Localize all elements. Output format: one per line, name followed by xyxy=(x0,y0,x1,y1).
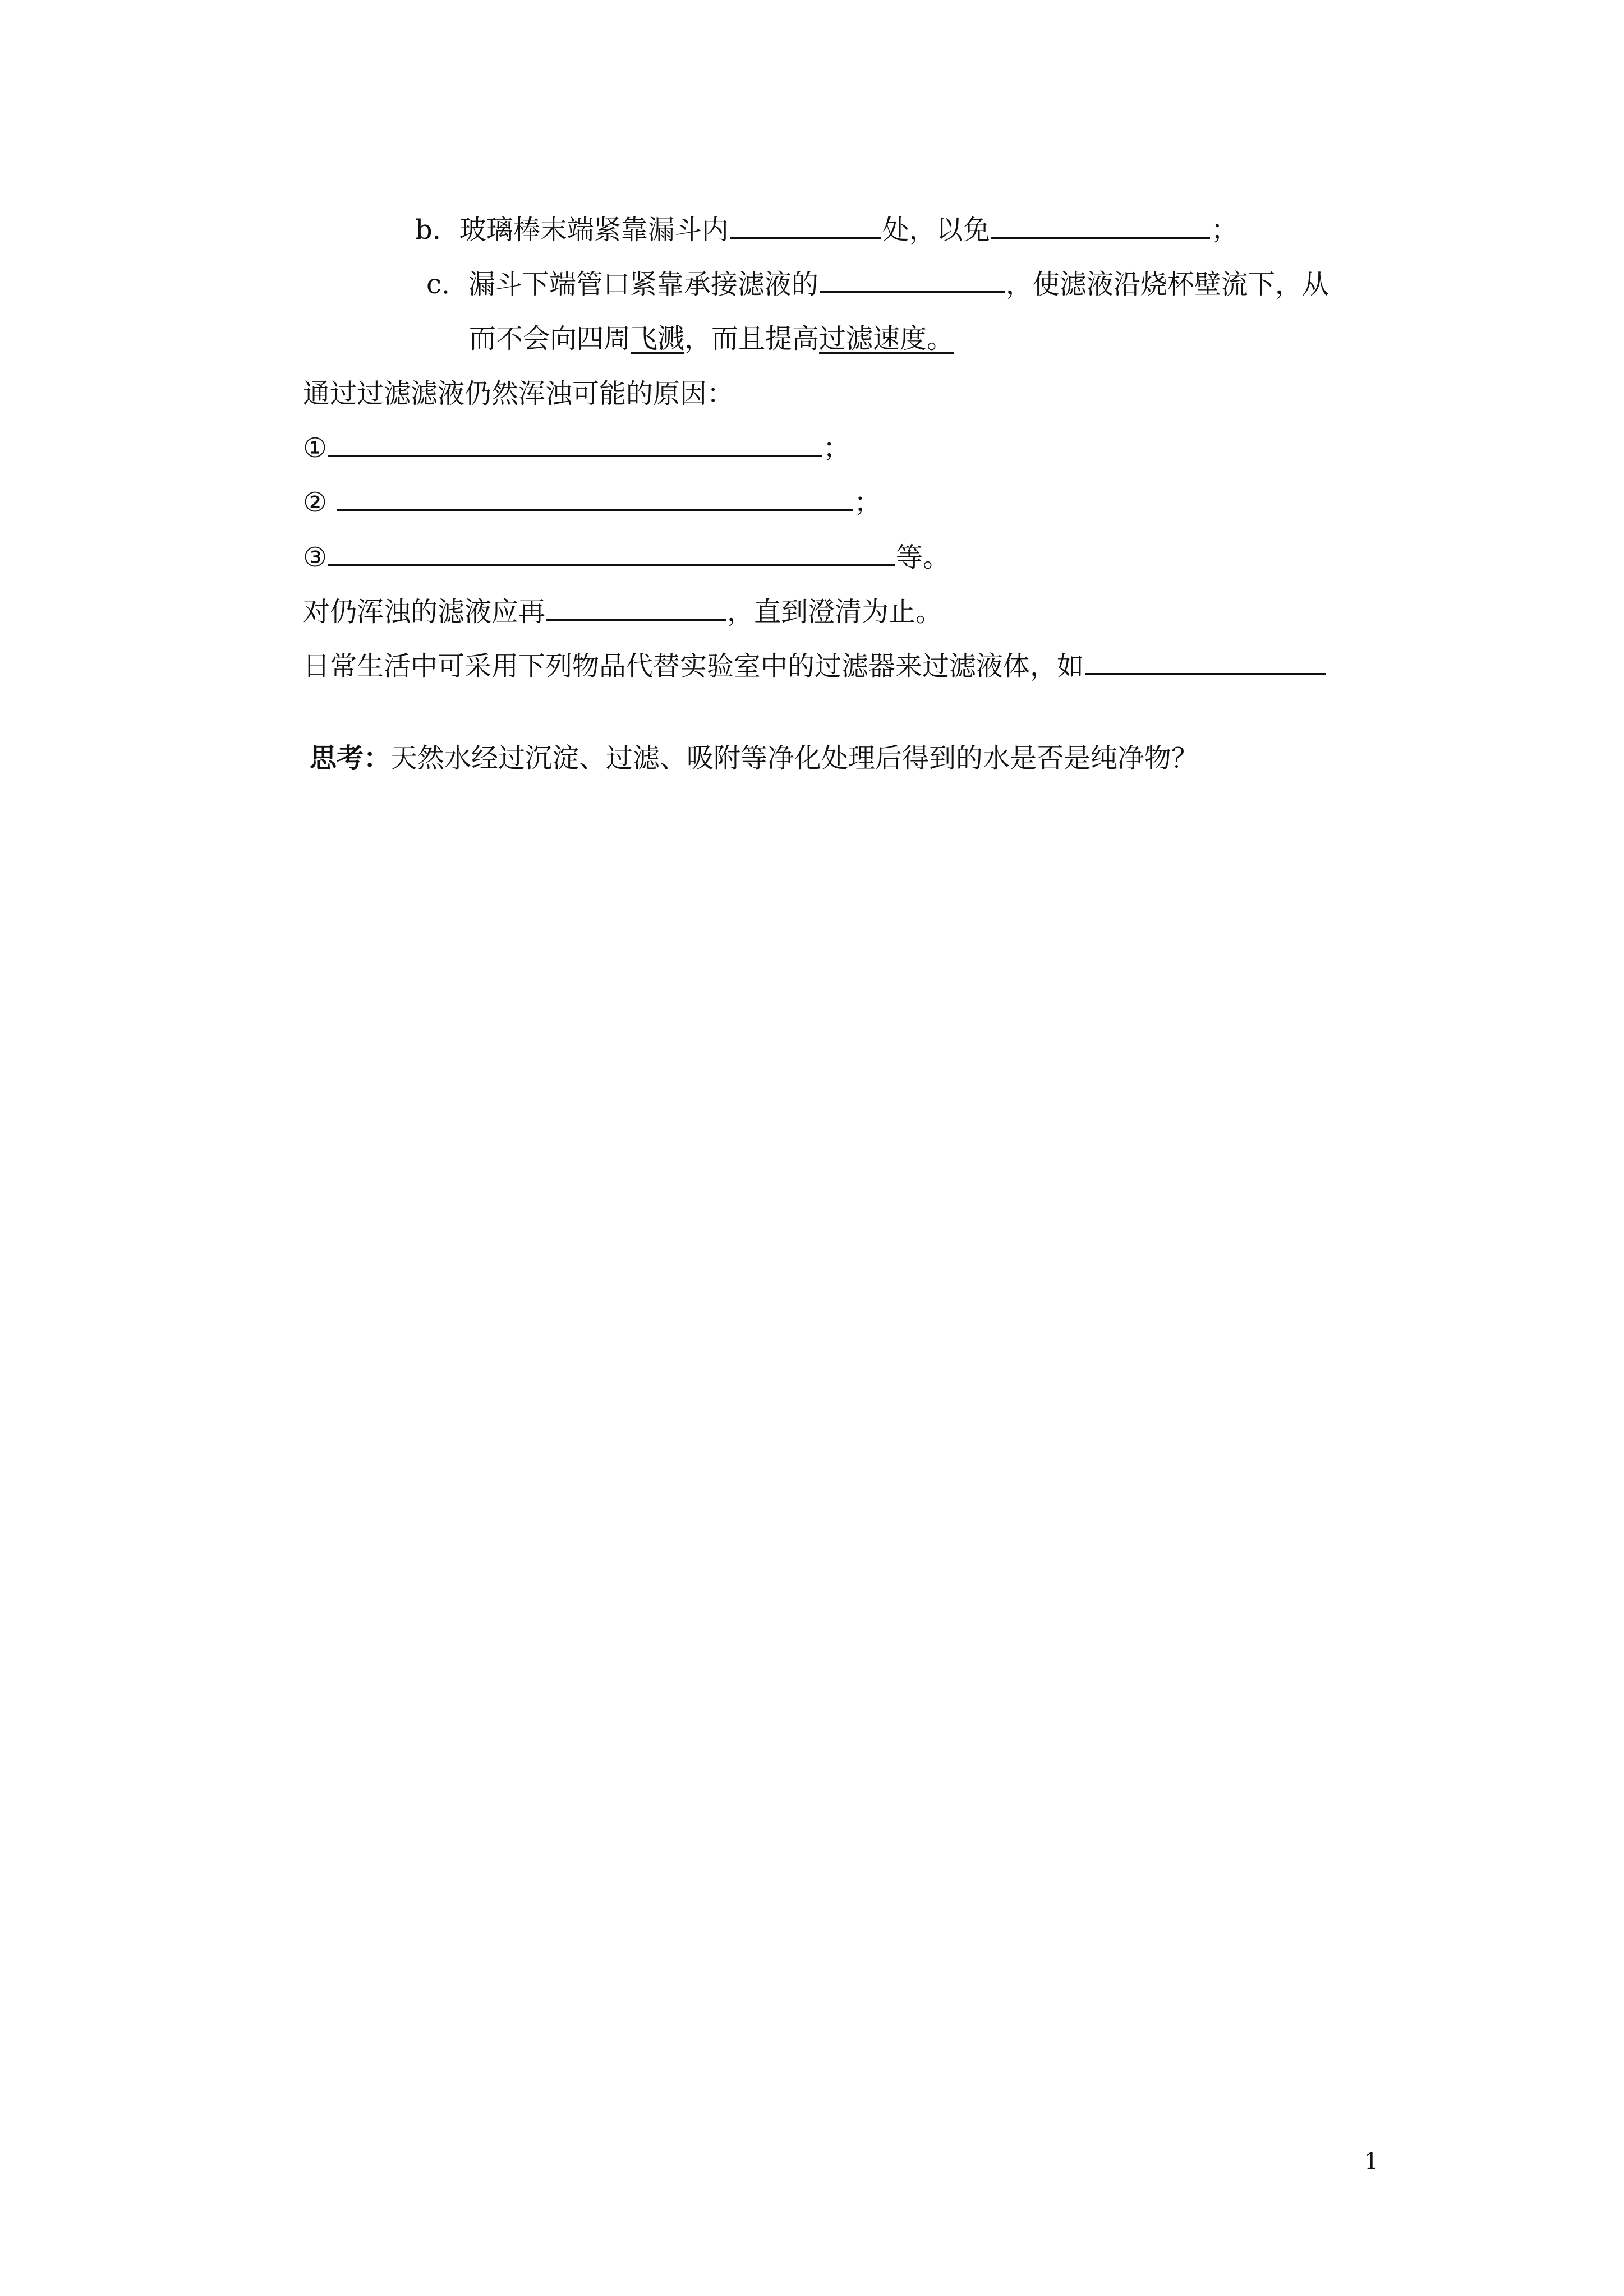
item-b-middle: 处，以免 xyxy=(882,214,990,246)
item-c-prefix: c．漏斗下端管口紧靠承接滤液的 xyxy=(426,269,818,300)
item-b-blank-1[interactable] xyxy=(730,212,881,239)
reason-2-marker: ② xyxy=(303,487,336,518)
item-b-prefix: b．玻璃棒末端紧靠漏斗内 xyxy=(415,214,729,246)
item-b-line xyxy=(415,212,1238,248)
c2-underlined-splash: 飞溅 xyxy=(631,323,685,354)
refilter-line xyxy=(303,594,942,630)
think-label: 思考： xyxy=(310,743,391,774)
daily-life-line xyxy=(303,648,1327,684)
reason-2 xyxy=(303,485,881,520)
item-b-blank-2[interactable] xyxy=(991,212,1210,239)
c2-text-3: ，而且提高 xyxy=(684,323,820,354)
daily-life-text: 日常生活中可采用下列物品代替实验室中的过滤器来过滤液体，如 xyxy=(303,651,1084,682)
refilter-suffix: ，直到澄清为止。 xyxy=(727,596,943,628)
reason-1-end: ； xyxy=(823,432,850,464)
think-line xyxy=(310,740,1198,776)
reason-3-blank[interactable] xyxy=(328,540,895,566)
item-c-line xyxy=(426,266,1329,302)
reason-1-marker: ① xyxy=(303,432,328,464)
item-b-suffix: ； xyxy=(1211,214,1238,246)
c2-underlined-speed: 过滤速度。 xyxy=(819,323,954,354)
reason-3 xyxy=(303,540,950,575)
refilter-prefix: 对仍浑浊的滤液应再 xyxy=(303,596,546,628)
reason-2-end: ； xyxy=(854,487,881,518)
c2-text-1: 而不会向四周 xyxy=(469,323,631,354)
reason-3-end: 等。 xyxy=(896,542,950,573)
daily-life-blank[interactable] xyxy=(1085,648,1326,675)
item-c-blank[interactable] xyxy=(820,266,1005,293)
item-c-continuation xyxy=(469,321,954,357)
reason-1-blank[interactable] xyxy=(328,430,822,457)
reason-2-blank[interactable] xyxy=(337,485,853,511)
page-number: 1 xyxy=(1364,2149,1379,2174)
reason-1 xyxy=(303,430,850,466)
reasons-heading: 通过过滤滤液仍然浑浊可能的原因： xyxy=(303,378,734,409)
refilter-blank[interactable] xyxy=(546,594,726,621)
think-question: 天然水经过沉淀、过滤、吸附等净化处理后得到的水是否是纯净物？ xyxy=(390,743,1199,774)
reason-3-marker: ③ xyxy=(303,542,328,573)
item-c-suffix: ，使滤液沿烧杯壁流下，从 xyxy=(1005,269,1329,300)
